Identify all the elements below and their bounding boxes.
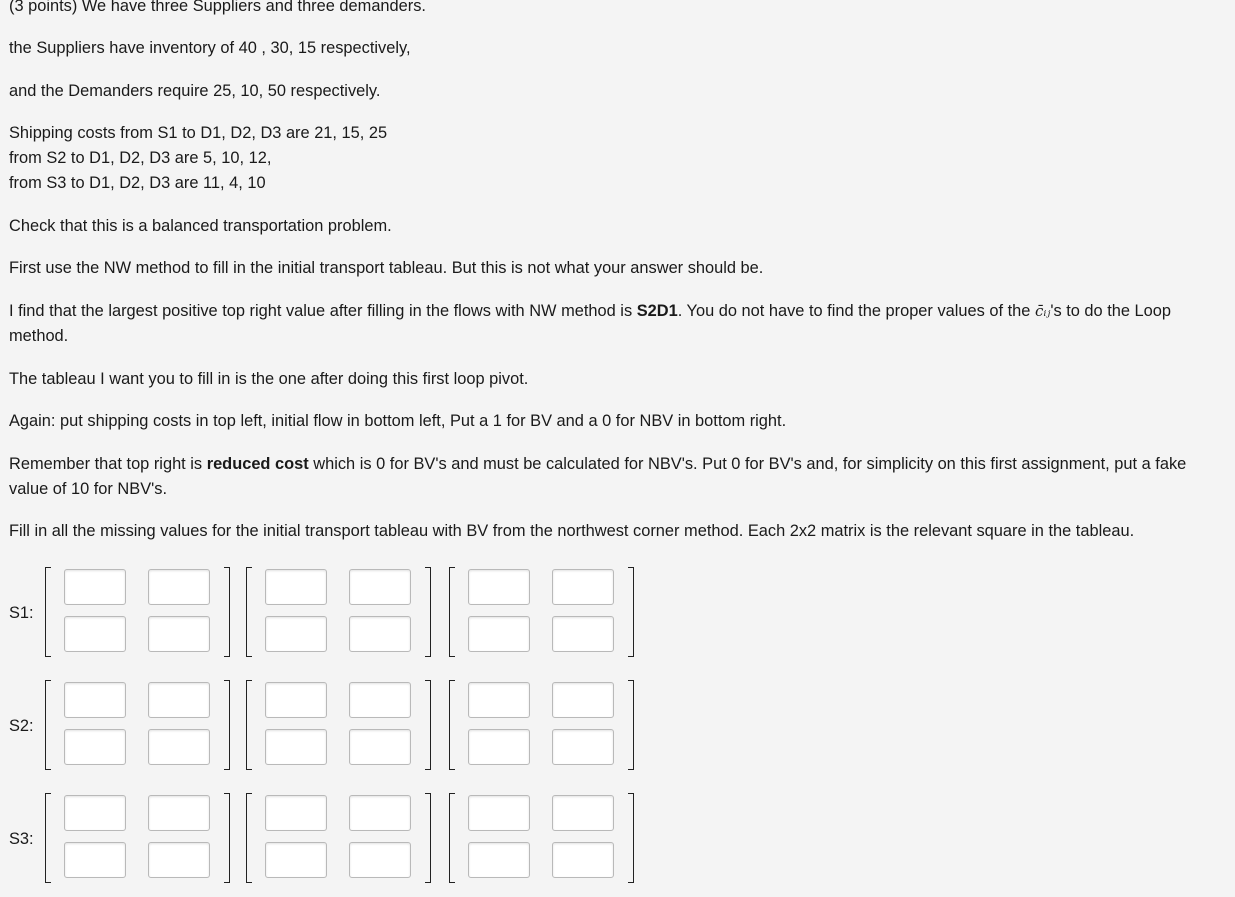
row-label-s1: S1: bbox=[9, 604, 34, 622]
cell-input-s2d3-top-right[interactable] bbox=[552, 682, 614, 718]
left-bracket bbox=[449, 793, 455, 883]
left-bracket bbox=[45, 680, 51, 770]
cell-input-s2d2-top-left[interactable] bbox=[265, 682, 327, 718]
largest-bold: S2D1 bbox=[636, 302, 678, 320]
left-bracket bbox=[246, 793, 252, 883]
shipping-s2-text: from S2 to D1, D2, D3 are 5, 10, 12, bbox=[9, 149, 272, 167]
cell-input-s2d3-top-left[interactable] bbox=[468, 682, 530, 718]
cell-input-s3d1-bottom-left[interactable] bbox=[64, 842, 126, 878]
cell-input-s3d3-top-left[interactable] bbox=[468, 795, 530, 831]
right-bracket bbox=[224, 793, 230, 883]
left-bracket bbox=[449, 567, 455, 657]
cell-input-s1d2-bottom-left[interactable] bbox=[265, 616, 327, 652]
cell-input-s2d2-bottom-left[interactable] bbox=[265, 729, 327, 765]
left-bracket bbox=[45, 793, 51, 883]
cell-input-s2d1-top-left[interactable] bbox=[64, 682, 126, 718]
inventory-text: the Suppliers have inventory of 40 , 30, 15 respectively, bbox=[9, 39, 411, 57]
right-bracket bbox=[628, 567, 634, 657]
nw-method-text: First use the NW method to fill in the initial transport tableau. But this is not what your answer should be. bbox=[9, 259, 764, 277]
cell-input-s3d1-bottom-right[interactable] bbox=[148, 842, 210, 878]
largest-suffix: 's to do the Loop method. bbox=[9, 302, 1172, 345]
cell-input-s3d3-bottom-left[interactable] bbox=[468, 842, 530, 878]
cell-input-s2d1-bottom-right[interactable] bbox=[148, 729, 210, 765]
cell-input-s3d2-bottom-right[interactable] bbox=[349, 842, 411, 878]
left-bracket bbox=[246, 567, 252, 657]
cell-input-s2d3-bottom-left[interactable] bbox=[468, 729, 530, 765]
cell-input-s3d1-top-right[interactable] bbox=[148, 795, 210, 831]
cell-input-s1d2-bottom-right[interactable] bbox=[349, 616, 411, 652]
cell-input-s1d3-top-right[interactable] bbox=[552, 569, 614, 605]
check-balanced-text: Check that this is a balanced transportation problem. bbox=[9, 217, 392, 235]
right-bracket bbox=[425, 793, 431, 883]
cell-input-s3d2-top-right[interactable] bbox=[349, 795, 411, 831]
right-bracket bbox=[425, 680, 431, 770]
row-label-s2: S2: bbox=[9, 717, 34, 735]
cell-input-s2d3-bottom-right[interactable] bbox=[552, 729, 614, 765]
remember-bold: reduced cost bbox=[206, 455, 309, 473]
largest-value-paragraph bbox=[9, 299, 1224, 349]
right-bracket bbox=[224, 680, 230, 770]
shipping-s3-text: from S3 to D1, D2, D3 are 11, 4, 10 bbox=[9, 174, 266, 192]
cell-input-s3d3-bottom-right[interactable] bbox=[552, 842, 614, 878]
remember-paragraph bbox=[9, 452, 1224, 502]
cell-input-s1d3-bottom-left[interactable] bbox=[468, 616, 530, 652]
cell-input-s2d1-top-right[interactable] bbox=[148, 682, 210, 718]
cell-input-s1d3-bottom-right[interactable] bbox=[552, 616, 614, 652]
cell-input-s3d2-bottom-left[interactable] bbox=[265, 842, 327, 878]
cell-input-s2d2-top-right[interactable] bbox=[349, 682, 411, 718]
cell-input-s1d1-bottom-left[interactable] bbox=[64, 616, 126, 652]
demand-text: and the Demanders require 25, 10, 50 respectively. bbox=[9, 82, 381, 100]
cell-input-s1d1-top-left[interactable] bbox=[64, 569, 126, 605]
remember-prefix: Remember that top right is bbox=[9, 455, 207, 473]
tableau-after-text: The tableau I want you to fill in is the one after doing this first loop pivot. bbox=[9, 370, 529, 388]
right-bracket bbox=[224, 567, 230, 657]
cell-input-s3d2-top-left[interactable] bbox=[265, 795, 327, 831]
cell-input-s1d2-top-left[interactable] bbox=[265, 569, 327, 605]
largest-mid: . You do not have to find the proper values of the bbox=[677, 302, 1035, 320]
fill-in-text: Fill in all the missing values for the initial transport tableau with BV from the northwest corner method. Each 2x2 matrix is the relevant square in the tableau. bbox=[9, 522, 1135, 540]
intro-text: (3 points) We have three Suppliers and three demanders. bbox=[9, 0, 426, 15]
right-bracket bbox=[628, 793, 634, 883]
row-label-s3: S3: bbox=[9, 830, 34, 848]
cell-input-s2d1-bottom-left[interactable] bbox=[64, 729, 126, 765]
largest-prefix: I find that the largest positive top right value after filling in the flows with NW method is bbox=[9, 302, 637, 320]
cell-input-s1d1-bottom-right[interactable] bbox=[148, 616, 210, 652]
cell-input-s1d2-top-right[interactable] bbox=[349, 569, 411, 605]
again-text: Again: put shipping costs in top left, initial flow in bottom left, Put a 1 for BV and a 0 for NBV in bottom right. bbox=[9, 412, 787, 430]
left-bracket bbox=[449, 680, 455, 770]
shipping-s1-text: Shipping costs from S1 to D1, D2, D3 are 21, 15, 25 bbox=[9, 124, 388, 142]
remember-suffix: which is 0 for BV's and must be calculated for NBV's. Put 0 for BV's and, for simplicity on this first assignment, put a fake value of 10 for NBV's. bbox=[9, 455, 1187, 498]
reduced-cost-symbol: c̄ᵢⱼ bbox=[1034, 302, 1051, 320]
cell-input-s1d1-top-right[interactable] bbox=[148, 569, 210, 605]
left-bracket bbox=[45, 567, 51, 657]
cell-input-s3d3-top-right[interactable] bbox=[552, 795, 614, 831]
cell-input-s3d1-top-left[interactable] bbox=[64, 795, 126, 831]
cell-input-s2d2-bottom-right[interactable] bbox=[349, 729, 411, 765]
right-bracket bbox=[628, 680, 634, 770]
right-bracket bbox=[425, 567, 431, 657]
left-bracket bbox=[246, 680, 252, 770]
cell-input-s1d3-top-left[interactable] bbox=[468, 569, 530, 605]
